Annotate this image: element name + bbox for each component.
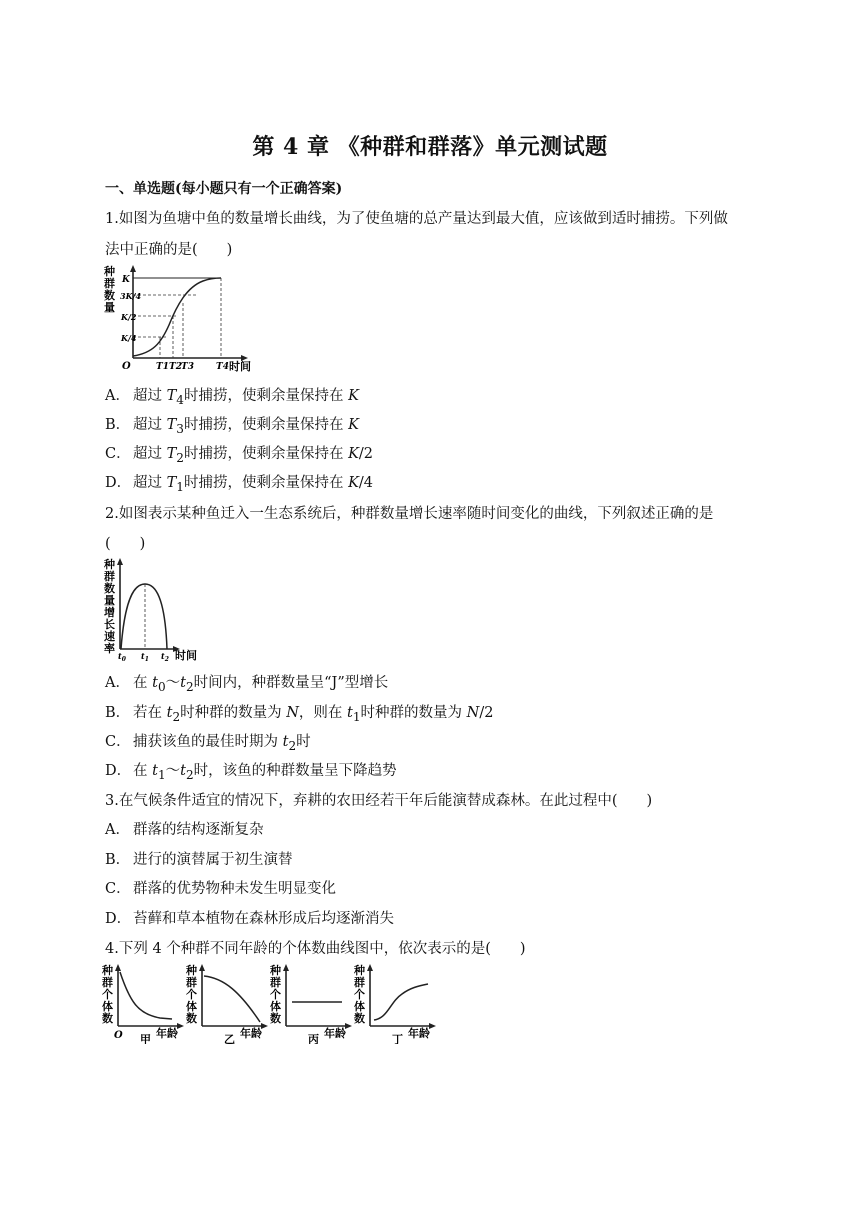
q2-ylabel-c8: 率 bbox=[104, 642, 115, 655]
q2-figure bbox=[103, 556, 213, 664]
q2-ylabel-c7: 速 bbox=[104, 630, 115, 643]
q3-option-b[interactable]: B． 进行的演替属于初生演替 bbox=[105, 852, 293, 868]
q2-ylabel-c3: 数 bbox=[104, 582, 115, 595]
q4-panel-label: 甲 bbox=[140, 1033, 151, 1044]
q1-ylabel bbox=[103, 264, 119, 314]
q4-ylabel-char: 个 bbox=[102, 988, 113, 1001]
q4-ylabel-char: 数 bbox=[354, 1012, 365, 1025]
q1-option-b[interactable]: B． 超过 $T_3$时捕捞，使剩余量保持在 K bbox=[105, 417, 359, 436]
q4-panel-1 bbox=[101, 963, 184, 1044]
q4-panel-label: 乙 bbox=[224, 1033, 235, 1044]
q4-ylabel-char: 种 bbox=[102, 964, 113, 977]
q4-ylabel-char: 数 bbox=[270, 1012, 281, 1025]
q4-panel-label: 丙 bbox=[308, 1033, 319, 1044]
q2-xtick-t2: $t_2$ bbox=[161, 651, 169, 663]
q1-option-d[interactable]: D． 超过 $T_1$时捕捞，使剩余量保持在 K/4 bbox=[105, 475, 374, 494]
q1-ylabel-c2: 群 bbox=[104, 277, 115, 290]
q1-ytick-k2: K/2 bbox=[121, 312, 137, 322]
q4-ylabel-char: 群 bbox=[270, 976, 281, 989]
q4-ylabel-char: 数 bbox=[186, 1012, 197, 1025]
q4-ylabel-char: 种 bbox=[186, 964, 197, 977]
q1-ytick-k: K bbox=[122, 275, 130, 285]
q4-ylabel-char: 体 bbox=[186, 1000, 197, 1013]
q1-ytick-k4: K/4 bbox=[121, 333, 137, 343]
q2-ylabel-c6: 长 bbox=[104, 618, 115, 631]
q4-ylabel-char: 群 bbox=[354, 976, 365, 989]
q4-ylabel-char: 群 bbox=[102, 976, 113, 989]
q4-xlabel: 年龄 bbox=[408, 1027, 430, 1040]
q2-xtick-t1: $t_1$ bbox=[141, 651, 149, 663]
q1-text-line1: 1.如图为鱼塘中鱼的数量增长曲线，为了使鱼塘的总产量达到最大值，应该做到适时捕捞。下列做 bbox=[105, 211, 728, 227]
q4-panel-3 bbox=[269, 963, 352, 1044]
q1-xtick-t4: T4 bbox=[216, 362, 229, 372]
q2-ylabel-c4: 量 bbox=[104, 594, 115, 607]
q3-option-d[interactable]: D． 苔藓和草本植物在森林形成后均逐渐消失 bbox=[105, 911, 394, 927]
q1-ylabel-c3: 数 bbox=[104, 289, 115, 302]
q4-ylabel-char: 体 bbox=[102, 1000, 113, 1013]
q4-ylabel-char: 体 bbox=[354, 1000, 365, 1013]
q2-xlabel: 时间 bbox=[175, 649, 197, 662]
q4-ylabel-char: 种 bbox=[354, 964, 365, 977]
q1-ylabel-c1: 种 bbox=[104, 265, 115, 278]
q4-ylabel-char: 群 bbox=[186, 976, 197, 989]
q1-xtick-t1: T1 bbox=[156, 362, 169, 372]
q4-ylabel-char: 体 bbox=[270, 1000, 281, 1013]
q1-option-c[interactable]: C． 超过 $T_2$时捕捞，使剩余量保持在 K/2 bbox=[105, 446, 374, 465]
q2-option-b[interactable]: B． 若在 $t_2$时种群的数量为 N，则在 $t_1$时种群的数量为 N/2 bbox=[105, 705, 494, 724]
q3-option-c[interactable]: C． 群落的优势物种未发生明显变化 bbox=[105, 881, 336, 897]
q2-text-line1: 2.如图表示某种鱼迁入一生态系统后，种群数量增长速率随时间变化的曲线，下列叙述正确的是 bbox=[105, 506, 714, 522]
q4-panel-label: 丁 bbox=[392, 1033, 403, 1044]
q2-ylabel bbox=[103, 557, 119, 655]
q1-origin: O bbox=[122, 361, 131, 372]
q4-origin: O bbox=[114, 1030, 123, 1041]
q4-curve bbox=[120, 972, 172, 1019]
page-title: 第 4 章 《种群和群落》单元测试题 bbox=[252, 134, 608, 160]
q1-ylabel-c4: 量 bbox=[104, 301, 115, 314]
q3-option-a[interactable]: A． 群落的结构逐渐复杂 bbox=[105, 822, 264, 838]
q4-xlabel: 年龄 bbox=[324, 1027, 346, 1040]
q1-xlabel: 时间 bbox=[229, 360, 251, 373]
q4-panel-2 bbox=[185, 963, 268, 1044]
q4-figure bbox=[100, 962, 445, 1044]
q2-ylabel-c1: 种 bbox=[104, 558, 115, 571]
q4-xlabel: 年龄 bbox=[156, 1027, 178, 1040]
q1-xtick-t2: T2 bbox=[169, 362, 182, 372]
q4-curve bbox=[374, 984, 428, 1020]
q4-curve bbox=[204, 976, 260, 1022]
q2-option-a[interactable]: A． 在 $t_0\sim t_2$时间内，种群数量呈“J”型增长 bbox=[105, 675, 389, 694]
q1-text-line2: 法中正确的是( ) bbox=[105, 242, 233, 258]
q1-figure bbox=[103, 263, 273, 373]
q4-ylabel-char: 数 bbox=[102, 1012, 113, 1025]
section-heading: 一、单选题(每小题只有一个正确答案) bbox=[105, 181, 343, 197]
q4-xlabel: 年龄 bbox=[240, 1027, 262, 1040]
q2-xtick-t0: $t_0$ bbox=[118, 651, 126, 663]
q4-ylabel-char: 个 bbox=[186, 988, 197, 1001]
q2-option-d[interactable]: D． 在 $t_1\sim t_2$时，该鱼的种群数量呈下降趋势 bbox=[105, 763, 397, 782]
q1-option-a[interactable]: A． 超过 $T_4$时捕捞，使剩余量保持在 K bbox=[105, 388, 359, 407]
q3-text: 3.在气候条件适宜的情况下，弃耕的农田经若干年后能演替成森林。在此过程中( ) bbox=[105, 793, 653, 809]
q2-option-c[interactable]: C． 捕获该鱼的最佳时期为 $t_2$时 bbox=[105, 734, 311, 753]
q4-text: 4.下列 4 个种群不同年龄的个体数曲线图中，依次表示的是( ) bbox=[105, 941, 526, 957]
q4-panel-4 bbox=[353, 963, 436, 1044]
q1-ytick-3k4: 3K/4 bbox=[120, 291, 142, 301]
q2-ylabel-c5: 增 bbox=[104, 606, 115, 619]
q1-xtick-t3: T3 bbox=[181, 362, 194, 372]
q2-text-line2: ( ) bbox=[105, 536, 146, 552]
q4-ylabel-char: 个 bbox=[270, 988, 281, 1001]
q4-ylabel-char: 种 bbox=[270, 964, 281, 977]
q2-ylabel-c2: 群 bbox=[104, 570, 115, 583]
q4-ylabel-char: 个 bbox=[354, 988, 365, 1001]
